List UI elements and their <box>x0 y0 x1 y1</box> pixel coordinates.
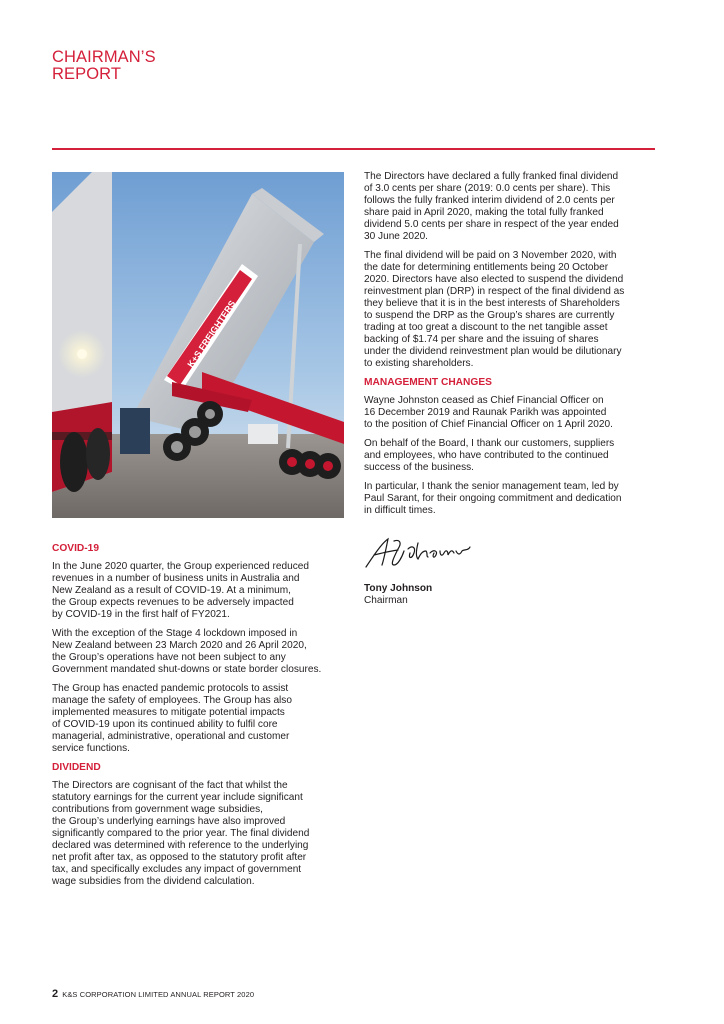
dividend-paragraph-3: The final dividend will be paid on 3 November 2020, with the date for determining entitlements being 20 October 2020. Directors have also elected to suspend the dividend reinvestment plan (DRP) in respect of the final dividend as they believe that it is in the best interests of Shareholders to suspend the DRP as the Group’s shares are currently trading at too great a discount to the net tangible asset backing of $1.74 per share and the issuing of shares under the dividend reinvestment plan would be dilutionary to existing shareholders. <box>364 250 625 369</box>
left-column <box>52 543 352 895</box>
management-paragraph-3: In particular, I thank the senior management team, led by Paul Sarant, for their ongoing commitment and dedication in difficult times. <box>364 481 622 516</box>
page-footer <box>52 988 254 1000</box>
covid-paragraph-3: The Group has enacted pandemic protocols to assist manage the safety of employees. The Group has also implemented measures to mitigate potential impacts of COVID-19 upon its continued ability to fulfil core managerial, administrative, operational and customer service functions. <box>52 683 292 754</box>
covid-paragraph-2: With the exception of the Stage 4 lockdown imposed in New Zealand between 23 March 2020 and 26 April 2020, the Group’s operations have not been subject to any Government mandated shut-downs or state border closures. <box>52 628 322 675</box>
header-divider <box>52 148 655 150</box>
management-paragraph-1: Wayne Johnston ceased as Chief Financial Officer on 16 December 2019 and Raunak Parikh was appointed to the position of Chief Financial Officer on 1 April 2020. <box>364 395 613 430</box>
dividend-paragraph-1: The Directors are cognisant of the fact that whilst the statutory earnings for the current year include significant contributions from government wage subsidies, the Group’s underlying earnings have also improved significantly compared to the prior year. The final dividend declared was determined with reference to the underlying net profit after tax, as opposed to the statutory profit after tax, and specifically excludes any impact of government wage subsidies from the dividend calculation. <box>52 780 310 887</box>
footer-text: K&S CORPORATION LIMITED ANNUAL REPORT 2020 <box>62 990 255 999</box>
page-title <box>52 49 156 83</box>
truck-photo <box>52 172 344 518</box>
right-column <box>364 171 656 607</box>
page-number: 2 <box>52 988 59 1000</box>
trailer-logo-text: K+S FREIGHTERS <box>185 298 238 370</box>
signatory-role: Chairman <box>364 595 408 606</box>
page-title-line2: REPORT <box>52 65 122 83</box>
covid-paragraph-1: In the June 2020 quarter, the Group experienced reduced revenues in a number of business units in Australia and New Zealand as a result of COVID-19. At a minimum, the Group expects revenues to be adversely impacted by COVID-19 in the first half of FY2021. <box>52 561 310 620</box>
covid-heading: COVID-19 <box>52 543 99 554</box>
dividend-heading: DIVIDEND <box>52 762 101 773</box>
signature-icon <box>364 535 656 575</box>
page-title-line1: CHAIRMAN’S <box>52 48 156 66</box>
signatory-name: Tony Johnson <box>364 583 433 594</box>
dividend-paragraph-2: The Directors have declared a fully franked final dividend of 3.0 cents per share (2019: 0.0 cents per share). This follows the fully franked interim dividend of 2.0 cents per share paid in April 2020, making the total fully franked dividend 5.0 cents per share in respect of the year ended 30 June 2020. <box>364 171 619 242</box>
management-heading: MANAGEMENT CHANGES <box>364 377 492 388</box>
management-paragraph-2: On behalf of the Board, I thank our customers, suppliers and employees, who have contributed to the continued success of the business. <box>364 438 615 473</box>
